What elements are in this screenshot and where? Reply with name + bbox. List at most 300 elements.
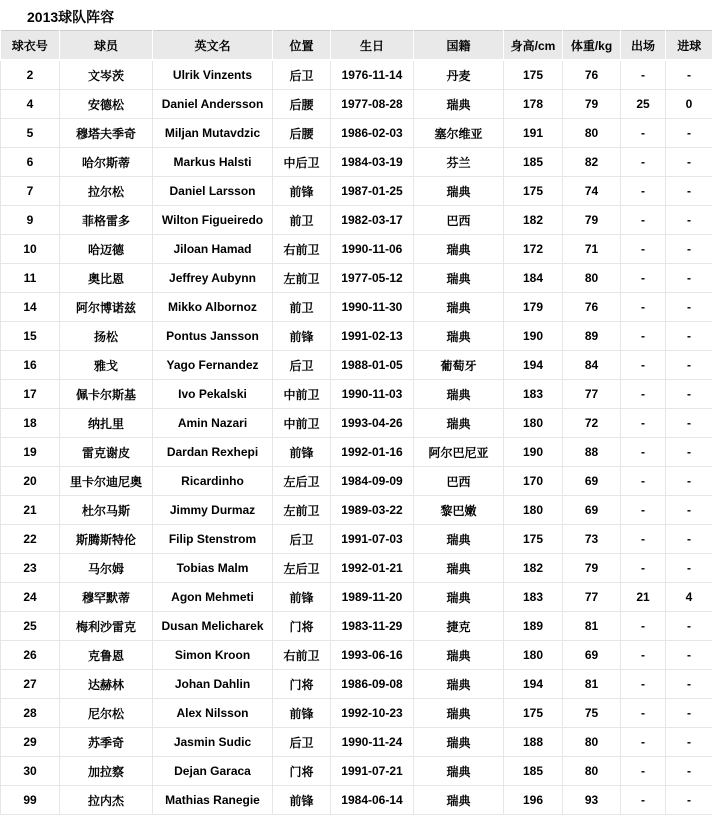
table-cell: - xyxy=(621,728,666,757)
table-cell: 瑞典 xyxy=(414,90,504,119)
table-cell: 后腰 xyxy=(273,119,331,148)
table-cell: 哈迈德 xyxy=(60,235,153,264)
table-cell: 182 xyxy=(504,554,563,583)
table-cell: 穆塔夫季奇 xyxy=(60,119,153,148)
table-cell: 190 xyxy=(504,438,563,467)
table-cell: 24 xyxy=(1,583,60,612)
table-cell: - xyxy=(621,148,666,177)
table-cell: Amin Nazari xyxy=(153,409,273,438)
table-cell: 拉内杰 xyxy=(60,786,153,815)
table-cell: - xyxy=(666,670,712,699)
table-cell: Ivo Pekalski xyxy=(153,380,273,409)
table-row xyxy=(1,380,712,409)
table-cell: 阿尔巴尼亚 xyxy=(414,438,504,467)
table-cell: 9 xyxy=(1,206,60,235)
table-cell: - xyxy=(621,177,666,206)
column-header: 出场 xyxy=(621,31,666,61)
table-cell: 178 xyxy=(504,90,563,119)
table-cell: - xyxy=(666,119,712,148)
table-cell: 80 xyxy=(563,119,621,148)
table-cell: 瑞典 xyxy=(414,786,504,815)
table-cell: 瑞典 xyxy=(414,641,504,670)
table-cell: Yago Fernandez xyxy=(153,351,273,380)
table-cell: - xyxy=(666,699,712,728)
table-cell: 182 xyxy=(504,206,563,235)
table-cell: 189 xyxy=(504,612,563,641)
table-cell: 瑞典 xyxy=(414,757,504,786)
table-cell: Mathias Ranegie xyxy=(153,786,273,815)
table-row xyxy=(1,641,712,670)
table-cell: 20 xyxy=(1,467,60,496)
table-cell: - xyxy=(621,641,666,670)
table-cell: 前锋 xyxy=(273,699,331,728)
column-header: 球衣号 xyxy=(1,31,60,61)
table-cell: 76 xyxy=(563,293,621,322)
table-cell: 右前卫 xyxy=(273,235,331,264)
table-cell: 175 xyxy=(504,60,563,90)
table-cell: 左后卫 xyxy=(273,554,331,583)
table-cell: 180 xyxy=(504,409,563,438)
table-cell: 81 xyxy=(563,612,621,641)
table-cell: Jiloan Hamad xyxy=(153,235,273,264)
table-cell: - xyxy=(621,699,666,728)
table-cell: - xyxy=(666,322,712,351)
table-row xyxy=(1,728,712,757)
table-cell: 184 xyxy=(504,264,563,293)
table-cell: 5 xyxy=(1,119,60,148)
table-cell: 89 xyxy=(563,322,621,351)
table-cell: 1992-10-23 xyxy=(331,699,414,728)
table-cell: Daniel Larsson xyxy=(153,177,273,206)
table-cell: Agon Mehmeti xyxy=(153,583,273,612)
table-cell: 175 xyxy=(504,177,563,206)
table-cell: 瑞典 xyxy=(414,525,504,554)
table-cell: 30 xyxy=(1,757,60,786)
table-cell: 安德松 xyxy=(60,90,153,119)
table-cell: 后卫 xyxy=(273,351,331,380)
table-cell: Dusan Melicharek xyxy=(153,612,273,641)
table-row xyxy=(1,264,712,293)
table-cell: 2 xyxy=(1,60,60,90)
table-cell: 22 xyxy=(1,525,60,554)
table-cell: 7 xyxy=(1,177,60,206)
table-cell: 69 xyxy=(563,496,621,525)
column-header: 体重/kg xyxy=(563,31,621,61)
table-cell: 1977-05-12 xyxy=(331,264,414,293)
table-cell: 1991-02-13 xyxy=(331,322,414,351)
table-cell: - xyxy=(621,264,666,293)
table-cell: 1976-11-14 xyxy=(331,60,414,90)
table-cell: 1984-09-09 xyxy=(331,467,414,496)
table-cell: 右前卫 xyxy=(273,641,331,670)
table-cell: 77 xyxy=(563,583,621,612)
table-cell: - xyxy=(621,612,666,641)
column-header: 身高/cm xyxy=(504,31,563,61)
table-cell: 17 xyxy=(1,380,60,409)
table-cell: - xyxy=(666,641,712,670)
table-cell: 1983-11-29 xyxy=(331,612,414,641)
table-cell: 1990-11-30 xyxy=(331,293,414,322)
table-cell: - xyxy=(621,293,666,322)
table-cell: 6 xyxy=(1,148,60,177)
table-cell: 前锋 xyxy=(273,322,331,351)
table-row xyxy=(1,409,712,438)
table-cell: - xyxy=(621,380,666,409)
table-cell: 1984-06-14 xyxy=(331,786,414,815)
table-cell: 4 xyxy=(666,583,712,612)
table-row xyxy=(1,554,712,583)
table-row xyxy=(1,670,712,699)
table-cell: - xyxy=(666,264,712,293)
table-cell: 穆罕默蒂 xyxy=(60,583,153,612)
table-cell: 瑞典 xyxy=(414,409,504,438)
table-cell: 捷克 xyxy=(414,612,504,641)
table-cell: 瑞典 xyxy=(414,380,504,409)
table-cell: 88 xyxy=(563,438,621,467)
table-row xyxy=(1,90,712,119)
table-row xyxy=(1,583,712,612)
table-cell: 纳扎里 xyxy=(60,409,153,438)
table-cell: 阿尔博诺兹 xyxy=(60,293,153,322)
table-cell: 194 xyxy=(504,670,563,699)
table-cell: 74 xyxy=(563,177,621,206)
table-row xyxy=(1,119,712,148)
table-cell: 73 xyxy=(563,525,621,554)
table-cell: 巴西 xyxy=(414,467,504,496)
table-cell: 1990-11-03 xyxy=(331,380,414,409)
table-row xyxy=(1,206,712,235)
table-cell: - xyxy=(621,525,666,554)
table-cell: 1991-07-21 xyxy=(331,757,414,786)
table-cell: 81 xyxy=(563,670,621,699)
table-cell: 23 xyxy=(1,554,60,583)
table-cell: 瑞典 xyxy=(414,670,504,699)
table-cell: 18 xyxy=(1,409,60,438)
table-row xyxy=(1,699,712,728)
table-cell: 扬松 xyxy=(60,322,153,351)
table-cell: - xyxy=(621,322,666,351)
column-header: 英文名 xyxy=(153,31,273,61)
table-row xyxy=(1,293,712,322)
table-cell: 1988-01-05 xyxy=(331,351,414,380)
table-row xyxy=(1,235,712,264)
table-cell: - xyxy=(621,119,666,148)
table-cell: 丹麦 xyxy=(414,60,504,90)
table-cell: 1986-02-03 xyxy=(331,119,414,148)
table-cell: 雷克谢皮 xyxy=(60,438,153,467)
table-row xyxy=(1,148,712,177)
table-cell: - xyxy=(666,438,712,467)
page-title: 2013球队阵容 xyxy=(27,9,115,25)
table-cell: 梅利沙雷克 xyxy=(60,612,153,641)
table-cell: Simon Kroon xyxy=(153,641,273,670)
table-cell: 左前卫 xyxy=(273,496,331,525)
table-cell: 瑞典 xyxy=(414,554,504,583)
table-cell: - xyxy=(621,235,666,264)
table-cell: 前卫 xyxy=(273,293,331,322)
table-cell: 79 xyxy=(563,90,621,119)
table-cell: 188 xyxy=(504,728,563,757)
table-cell: 75 xyxy=(563,699,621,728)
table-cell: 1990-11-06 xyxy=(331,235,414,264)
table-cell: - xyxy=(666,293,712,322)
table-cell: 塞尔维亚 xyxy=(414,119,504,148)
table-cell: 佩卡尔斯基 xyxy=(60,380,153,409)
table-cell: 黎巴嫩 xyxy=(414,496,504,525)
table-cell: 69 xyxy=(563,467,621,496)
table-cell: 185 xyxy=(504,148,563,177)
table-cell: 巴西 xyxy=(414,206,504,235)
table-cell: 瑞典 xyxy=(414,728,504,757)
table-cell: - xyxy=(621,670,666,699)
table-cell: 1993-04-26 xyxy=(331,409,414,438)
table-cell: 左后卫 xyxy=(273,467,331,496)
table-cell: - xyxy=(666,380,712,409)
table-cell: - xyxy=(666,757,712,786)
table-cell: 斯腾斯特伦 xyxy=(60,525,153,554)
table-row xyxy=(1,525,712,554)
table-cell: Johan Dahlin xyxy=(153,670,273,699)
table-cell: 1982-03-17 xyxy=(331,206,414,235)
table-row xyxy=(1,786,712,815)
column-header: 进球 xyxy=(666,31,712,61)
table-cell: 门将 xyxy=(273,670,331,699)
table-cell: - xyxy=(666,525,712,554)
table-cell: - xyxy=(621,409,666,438)
table-cell: 16 xyxy=(1,351,60,380)
table-cell: - xyxy=(621,351,666,380)
table-cell: - xyxy=(621,554,666,583)
table-cell: Wilton Figueiredo xyxy=(153,206,273,235)
table-cell: - xyxy=(666,235,712,264)
table-cell: 185 xyxy=(504,757,563,786)
table-cell: 84 xyxy=(563,351,621,380)
table-cell: - xyxy=(621,467,666,496)
table-cell: 77 xyxy=(563,380,621,409)
table-cell: 1992-01-21 xyxy=(331,554,414,583)
table-cell: 达赫林 xyxy=(60,670,153,699)
table-cell: 1992-01-16 xyxy=(331,438,414,467)
table-cell: 瑞典 xyxy=(414,235,504,264)
table-cell: 196 xyxy=(504,786,563,815)
table-cell: - xyxy=(666,612,712,641)
table-cell: 尼尔松 xyxy=(60,699,153,728)
table-cell: Daniel Andersson xyxy=(153,90,273,119)
table-cell: 14 xyxy=(1,293,60,322)
column-header: 球员 xyxy=(60,31,153,61)
table-cell: Markus Halsti xyxy=(153,148,273,177)
table-cell: 瑞典 xyxy=(414,583,504,612)
table-cell: 瑞典 xyxy=(414,322,504,351)
table-cell: 瑞典 xyxy=(414,699,504,728)
table-row xyxy=(1,757,712,786)
table-cell: - xyxy=(666,496,712,525)
table-cell: 170 xyxy=(504,467,563,496)
table-cell: 后卫 xyxy=(273,525,331,554)
table-cell: 10 xyxy=(1,235,60,264)
table-cell: - xyxy=(621,206,666,235)
table-cell: 门将 xyxy=(273,757,331,786)
table-cell: - xyxy=(666,351,712,380)
table-cell: 71 xyxy=(563,235,621,264)
table-cell: Jimmy Durmaz xyxy=(153,496,273,525)
table-cell: 里卡尔迪尼奥 xyxy=(60,467,153,496)
table-cell: - xyxy=(666,467,712,496)
table-cell: 82 xyxy=(563,148,621,177)
table-cell: 瑞典 xyxy=(414,177,504,206)
table-cell: 190 xyxy=(504,322,563,351)
table-cell: 93 xyxy=(563,786,621,815)
table-cell: 172 xyxy=(504,235,563,264)
table-cell: - xyxy=(666,148,712,177)
table-cell: 后卫 xyxy=(273,728,331,757)
table-cell: 29 xyxy=(1,728,60,757)
table-cell: 179 xyxy=(504,293,563,322)
table-row xyxy=(1,60,712,90)
table-cell: 72 xyxy=(563,409,621,438)
table-cell: - xyxy=(666,554,712,583)
table-cell: 1977-08-28 xyxy=(331,90,414,119)
table-cell: 1986-09-08 xyxy=(331,670,414,699)
table-cell: - xyxy=(621,60,666,90)
table-cell: 加拉察 xyxy=(60,757,153,786)
table-cell: 80 xyxy=(563,264,621,293)
table-cell: 1989-11-20 xyxy=(331,583,414,612)
table-cell: 克鲁恩 xyxy=(60,641,153,670)
table-cell: 191 xyxy=(504,119,563,148)
table-cell: 雅戈 xyxy=(60,351,153,380)
table-cell: 0 xyxy=(666,90,712,119)
table-cell: 183 xyxy=(504,380,563,409)
table-cell: Tobias Malm xyxy=(153,554,273,583)
table-cell: 21 xyxy=(621,583,666,612)
table-cell: - xyxy=(666,60,712,90)
table-cell: 26 xyxy=(1,641,60,670)
table-cell: Ricardinho xyxy=(153,467,273,496)
table-cell: 175 xyxy=(504,699,563,728)
table-cell: 25 xyxy=(621,90,666,119)
table-row xyxy=(1,612,712,641)
table-cell: 79 xyxy=(563,554,621,583)
table-cell: 前锋 xyxy=(273,583,331,612)
table-cell: 1990-11-24 xyxy=(331,728,414,757)
table-body xyxy=(1,60,712,815)
table-cell: 79 xyxy=(563,206,621,235)
table-cell: 4 xyxy=(1,90,60,119)
table-cell: 80 xyxy=(563,728,621,757)
table-cell: Pontus Jansson xyxy=(153,322,273,351)
table-cell: - xyxy=(666,728,712,757)
table-row xyxy=(1,322,712,351)
table-cell: Jasmin Sudic xyxy=(153,728,273,757)
table-cell: 菲格雷多 xyxy=(60,206,153,235)
table-cell: 183 xyxy=(504,583,563,612)
table-cell: 175 xyxy=(504,525,563,554)
table-cell: 哈尔斯蒂 xyxy=(60,148,153,177)
table-cell: 69 xyxy=(563,641,621,670)
table-cell: 1987-01-25 xyxy=(331,177,414,206)
table-row xyxy=(1,177,712,206)
table-cell: - xyxy=(666,786,712,815)
table-cell: 25 xyxy=(1,612,60,641)
table-cell: 1991-07-03 xyxy=(331,525,414,554)
table-cell: 后卫 xyxy=(273,60,331,90)
table-cell: 99 xyxy=(1,786,60,815)
table-cell: 芬兰 xyxy=(414,148,504,177)
table-cell: - xyxy=(621,757,666,786)
table-cell: 194 xyxy=(504,351,563,380)
table-cell: 中前卫 xyxy=(273,380,331,409)
table-cell: 左前卫 xyxy=(273,264,331,293)
table-cell: Ulrik Vinzents xyxy=(153,60,273,90)
table-cell: 28 xyxy=(1,699,60,728)
table-row xyxy=(1,351,712,380)
table-cell: 瑞典 xyxy=(414,264,504,293)
column-header: 位置 xyxy=(273,31,331,61)
roster-table xyxy=(0,30,712,815)
table-cell: 前锋 xyxy=(273,786,331,815)
table-cell: 前锋 xyxy=(273,177,331,206)
column-header: 国籍 xyxy=(414,31,504,61)
table-cell: 中前卫 xyxy=(273,409,331,438)
table-cell: - xyxy=(666,206,712,235)
table-cell: 前卫 xyxy=(273,206,331,235)
table-cell: 1993-06-16 xyxy=(331,641,414,670)
table-cell: Mikko Albornoz xyxy=(153,293,273,322)
table-cell: 奥比恩 xyxy=(60,264,153,293)
table-row xyxy=(1,496,712,525)
table-cell: 杜尔马斯 xyxy=(60,496,153,525)
table-cell: 15 xyxy=(1,322,60,351)
table-cell: - xyxy=(621,438,666,467)
table-row xyxy=(1,438,712,467)
table-cell: Dejan Garaca xyxy=(153,757,273,786)
table-cell: 1984-03-19 xyxy=(331,148,414,177)
table-cell: 180 xyxy=(504,641,563,670)
table-cell: 文岑茨 xyxy=(60,60,153,90)
table-cell: - xyxy=(621,496,666,525)
table-cell: 180 xyxy=(504,496,563,525)
table-cell: Miljan Mutavdzic xyxy=(153,119,273,148)
table-cell: 瑞典 xyxy=(414,293,504,322)
table-cell: 80 xyxy=(563,757,621,786)
table-cell: 中后卫 xyxy=(273,148,331,177)
table-cell: 门将 xyxy=(273,612,331,641)
table-cell: Alex Nilsson xyxy=(153,699,273,728)
table-cell: 76 xyxy=(563,60,621,90)
column-header: 生日 xyxy=(331,31,414,61)
table-cell: 拉尔松 xyxy=(60,177,153,206)
table-cell: - xyxy=(666,409,712,438)
table-cell: 21 xyxy=(1,496,60,525)
table-cell: 马尔姆 xyxy=(60,554,153,583)
table-cell: 11 xyxy=(1,264,60,293)
table-cell: 27 xyxy=(1,670,60,699)
table-cell: 前锋 xyxy=(273,438,331,467)
header-row xyxy=(1,31,712,61)
table-cell: Jeffrey Aubynn xyxy=(153,264,273,293)
table-cell: 后腰 xyxy=(273,90,331,119)
table-cell: 苏季奇 xyxy=(60,728,153,757)
table-cell: - xyxy=(621,786,666,815)
table-cell: Filip Stenstrom xyxy=(153,525,273,554)
table-cell: - xyxy=(666,177,712,206)
table-row xyxy=(1,467,712,496)
table-cell: 葡萄牙 xyxy=(414,351,504,380)
table-cell: Dardan Rexhepi xyxy=(153,438,273,467)
table-cell: 19 xyxy=(1,438,60,467)
table-cell: 1989-03-22 xyxy=(331,496,414,525)
